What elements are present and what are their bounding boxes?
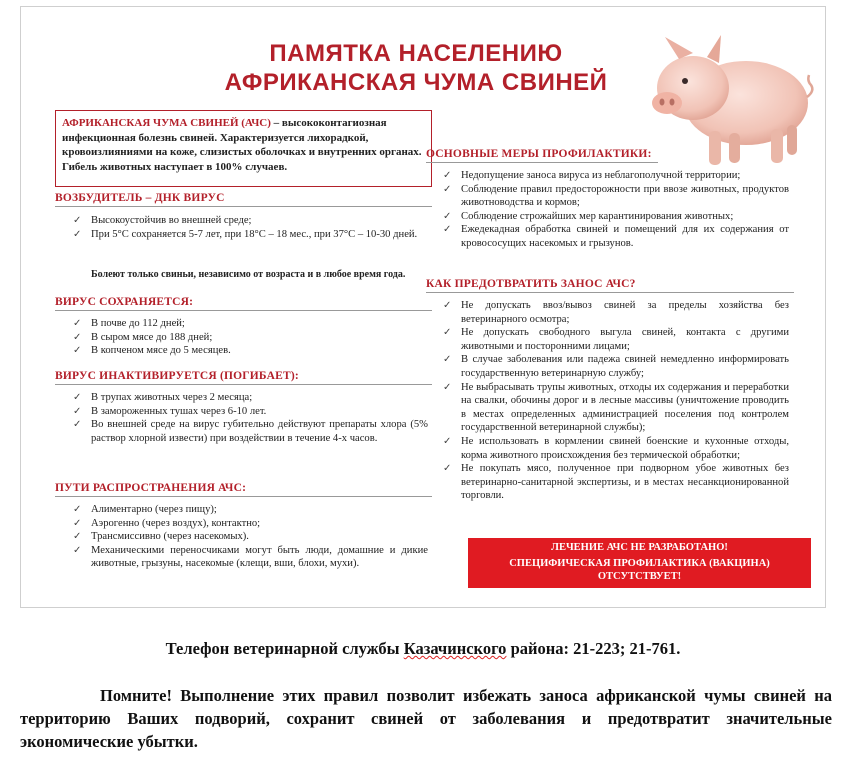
list-item: ✓ Недопущение заноса вируса из неблагополучной территории; — [443, 170, 741, 181]
banner-line-2: СПЕЦИФИЧЕСКАЯ ПРОФИЛАКТИКА (ВАКЦИНА) — [509, 557, 770, 569]
section-heading-text: КАК ПРЕДОТВРАТИТЬ ЗАНОС АЧС? — [426, 278, 636, 290]
virus-inactivated-list — [71, 391, 428, 445]
check-icon: ✓ — [73, 531, 82, 543]
check-icon: ✓ — [73, 544, 82, 556]
vet-service-phone: Телефон ветеринарной службы Казачинского района: 21-223; 21-761. — [165, 639, 681, 658]
section-heading-text: ПУТИ РАСПРОСТРАНЕНИЯ АЧС: — [55, 482, 247, 494]
list-item: ✓ Высокоустойчив во внешней среде; — [73, 215, 252, 226]
prevention-measures-list — [441, 169, 789, 251]
check-icon: ✓ — [73, 331, 82, 343]
title-line-2: АФРИКАНСКАЯ ЧУМА СВИНЕЙ — [224, 69, 608, 96]
virus-persists-list — [71, 317, 428, 358]
list-item: ✓ В сыром мясе до 188 дней; — [73, 331, 213, 343]
check-icon: ✓ — [443, 224, 452, 236]
check-icon: ✓ — [73, 318, 82, 329]
list-item: ✓ Алиментарно (через пищу); — [73, 504, 217, 515]
list-item: ✓ Аэрогенно (через воздух), контактно; — [73, 517, 261, 529]
check-icon: ✓ — [73, 517, 82, 529]
poster-title — [171, 39, 661, 97]
check-icon: ✓ — [73, 392, 82, 403]
list-item: ✓ В случае заболевания или падежа свиней немедленно информировать государственную ветеринарную службу; — [443, 354, 789, 379]
list-item: ✓ Не допускать свободного выгула свиней, контакта с другими животными и посторонними лицами; — [443, 327, 789, 352]
check-icon: ✓ — [443, 463, 452, 475]
section-heading-text: ВИРУС ИНАКТИВИРУЕТСЯ (ПОГИБАЕТ): — [55, 370, 299, 382]
list-item: ✓ Во внешней среде на вирус губительно действуют препараты хлора (5% раствор хлорной извести) при воздействии в течение 4-х часов. — [73, 419, 428, 444]
check-icon: ✓ — [443, 170, 452, 181]
list-item: ✓ Соблюдение правил предосторожности при ввозе животных, продуктов животноводства и кормов; — [443, 183, 789, 209]
section-heading-how-to-prevent — [426, 278, 794, 293]
intro-definition-box — [55, 110, 432, 187]
check-icon: ✓ — [73, 419, 82, 431]
check-icon: ✓ — [443, 435, 452, 447]
section-heading-prevention-measures — [426, 148, 658, 163]
check-icon: ✓ — [443, 300, 452, 311]
check-icon: ✓ — [443, 183, 452, 195]
intro-highlight: АФРИКАНСКАЯ ЧУМА СВИНЕЙ (АЧС) — [62, 117, 271, 129]
list-item: ✓ В трупах животных через 2 месяца; — [73, 392, 253, 403]
list-item: ✓ Соблюдение строжайших мер карантинирования животных; — [443, 210, 734, 222]
list-item: ✓ Не покупать мясо, полученное при подворном убое животных без ветеринарно-санитарной экспертизы, и в местах несанкционированной торговли. — [443, 463, 789, 502]
check-icon: ✓ — [443, 354, 452, 366]
section-heading-text: ОСНОВНЫЕ МЕРЫ ПРОФИЛАКТИКИ: — [426, 148, 652, 160]
check-icon: ✓ — [73, 228, 82, 240]
check-icon: ✓ — [443, 381, 452, 393]
list-item: ✓ В почве до 112 дней; — [73, 318, 185, 329]
section-heading-text: ВИРУС СОХРАНЯЕТСЯ: — [55, 296, 194, 308]
section-heading-pathogen — [55, 192, 432, 207]
list-item: ✓ Механическими переносчиками могут быть люди, домашние и дикие животные, грызуны, насекомые (клещи, вши, блохи, мухи). — [73, 544, 428, 570]
how-to-prevent-list — [441, 299, 789, 503]
section-heading-virus-inactivated — [55, 370, 432, 385]
check-icon: ✓ — [73, 345, 82, 357]
list-item: ✓ При 5°С сохраняется 5-7 лет, при 18°С – 18 мес., при 37°С – 10-30 дней. — [73, 228, 418, 240]
warning-banner — [468, 538, 811, 588]
pathogen-list — [71, 214, 428, 241]
district-name: Казачинского — [403, 639, 507, 658]
poster — [20, 6, 826, 608]
list-item: ✓ Не использовать в кормлении свиней боенские и кухонные отходы, корма животного происхождения без термической обработки; — [443, 435, 789, 461]
check-icon: ✓ — [73, 504, 82, 515]
list-item: ✓ В копченом мясе до 5 месяцев. — [73, 345, 231, 357]
list-item: ✓ В замороженных тушах через 6-10 лет. — [73, 405, 267, 417]
check-icon: ✓ — [73, 405, 82, 417]
note-only-pigs: Болеют только свиньи, независимо от возраста и в любое время года. — [91, 269, 406, 280]
section-heading-text: ВОЗБУДИТЕЛЬ – ДНК ВИРУС — [55, 192, 225, 204]
banner-line-1: ЛЕЧЕНИЕ АЧС НЕ РАЗРАБОТАНО! — [551, 542, 728, 553]
check-icon: ✓ — [73, 215, 82, 226]
intro-text: – высококонтагиозная инфекционная болезнь свиней. Характеризуется лихорадкой, кровоизлияниями на коже, слизистых оболочках и внутренних органах. Гибель животных наступает в 100% случаев. — [62, 117, 422, 173]
section-heading-transmission — [55, 482, 432, 497]
check-icon: ✓ — [443, 327, 452, 339]
section-heading-virus-persists — [55, 296, 432, 311]
transmission-list — [71, 503, 428, 571]
list-item: ✓ Не допускать ввоз/вывоз свиней за пределы хозяйства без ветеринарного осмотра; — [443, 300, 789, 325]
banner-line-3: ОТСУТСТВУЕТ! — [597, 571, 682, 582]
list-item: ✓ Трансмиссивно (через насекомых). — [73, 531, 249, 543]
title-line-1: ПАМЯТКА НАСЕЛЕНИЮ — [269, 40, 563, 67]
list-item: ✓ Ежедекадная обработка свиней и помещений для их содержания от кровососущих насекомых и грызунов. — [443, 224, 789, 249]
list-item: ✓ Не выбрасывать трупы животных, отходы их содержания и переработки на свалки, обочины дорог и в лесные массивы (уничтожение проводить в местах определенных администрацией поселения под контролем государственной ветеринарной службы); — [443, 381, 789, 434]
remember-paragraph: Помните! Выполнение этих правил позволит избежать заноса африканской чумы свиней на территорию Ваших подворий, сохранит свиней от заболевания и предотвратит значительные экономические убытки. — [20, 686, 832, 751]
check-icon: ✓ — [443, 210, 452, 222]
